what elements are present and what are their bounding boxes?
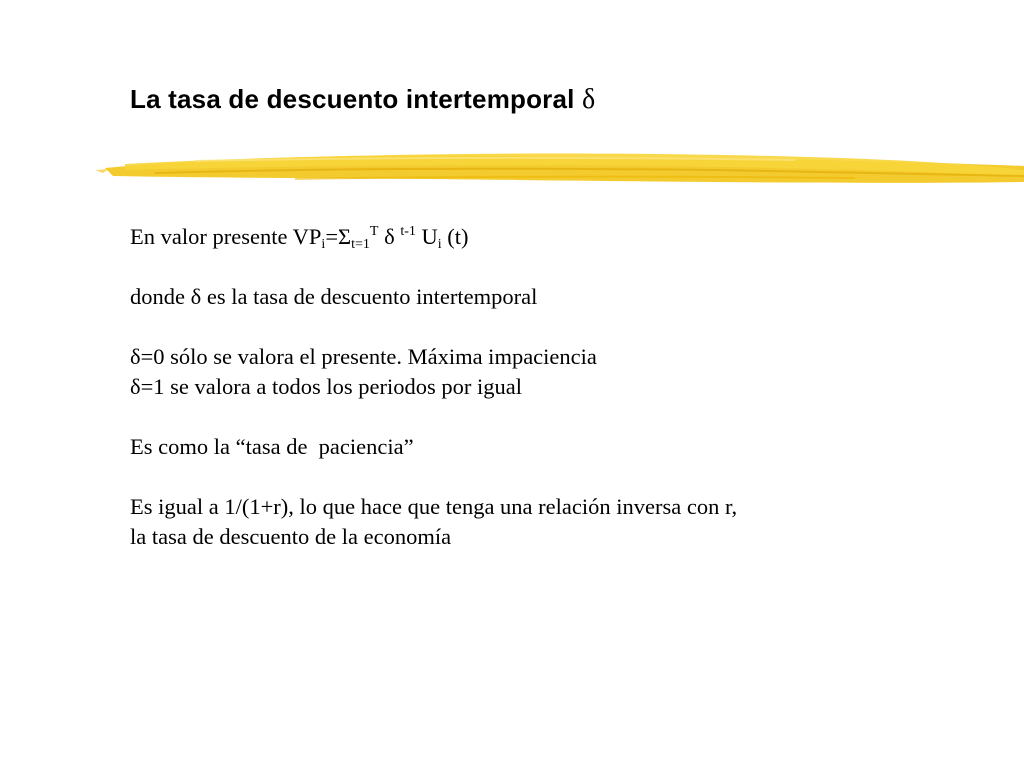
formula-delta-exponent: t-1 <box>400 224 416 239</box>
spacer <box>130 402 737 432</box>
relation-line-1: Es igual a 1/(1+r), lo que hace que tenga una relación inversa con r, <box>130 494 738 519</box>
formula-prefix: En valor presente VP <box>130 224 322 249</box>
formula-sum-subscript: t=1 <box>351 237 370 252</box>
formula-vp-subscript: i <box>321 237 326 252</box>
delta-one-line: δ=1 se valora a todos los periodos por igual <box>130 374 522 399</box>
title-delta-symbol: δ <box>582 84 596 115</box>
spacer <box>130 462 737 492</box>
formula-utility: U <box>415 224 438 249</box>
yellow-brush-stroke <box>95 146 1024 192</box>
formula-delta: δ <box>378 224 401 249</box>
spacer <box>130 312 737 342</box>
relation-line-2: la tasa de descuento de la economía <box>130 524 452 549</box>
patience-line: Es como la “tasa de paciencia” <box>130 434 414 459</box>
delta-zero-line: δ=0 sólo se valora el presente. Máxima impaciencia <box>130 344 597 369</box>
formula-sum-symbol: =Σ <box>325 224 352 249</box>
spacer <box>130 252 737 282</box>
formula-suffix: (t) <box>441 224 469 249</box>
slide-title <box>130 84 595 116</box>
formula-sum-superscript: T <box>369 224 379 239</box>
definition-line: donde δ es la tasa de descuento intertemporal <box>130 284 538 309</box>
slide-body <box>130 222 737 552</box>
formula-utility-subscript: i <box>437 237 442 252</box>
slide-title-text: La tasa de descuento intertemporal <box>130 84 575 114</box>
formula-line <box>130 222 737 252</box>
